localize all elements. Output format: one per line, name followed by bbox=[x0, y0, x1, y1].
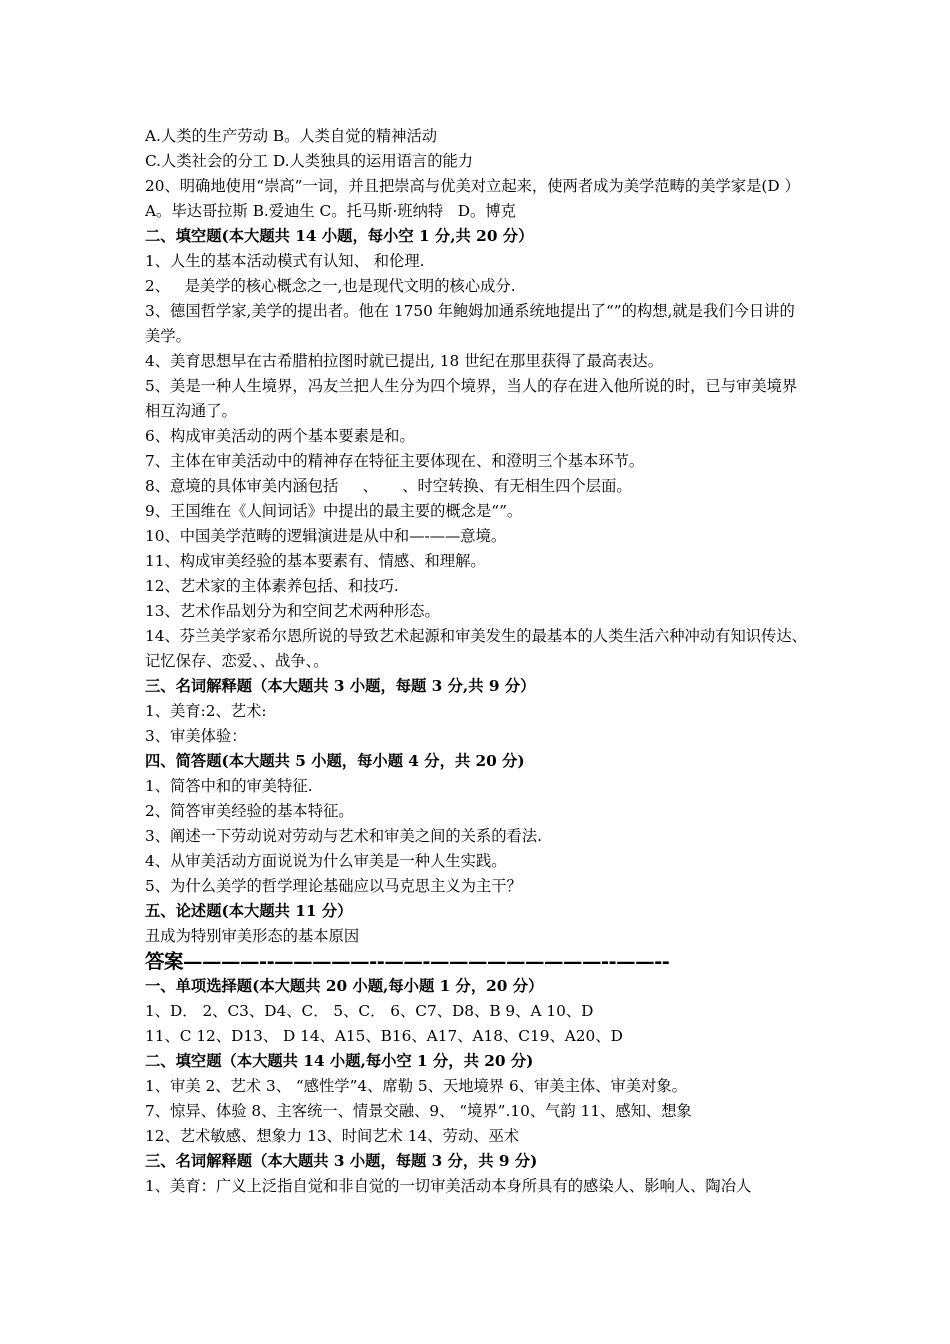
essay-question: 丑成为特别审美形态的基本原因 bbox=[145, 927, 360, 945]
fill-question-4: 4、美育思想早在古希腊柏拉图时就已提出, 18 世纪在那里获得了最高表达。 bbox=[145, 352, 663, 370]
section-heading-essay: 五、论述题(本大题共 11 分） bbox=[145, 902, 353, 920]
fill-question-12: 12、艺术家的主体素养包括、和技巧. bbox=[145, 577, 399, 595]
question-20-options: A。毕达哥拉斯 B.爱迪生 C。托马斯·班纳特 D。博克 bbox=[145, 202, 516, 220]
short-question-1: 1、简答中和的审美特征. bbox=[145, 777, 313, 795]
fill-question-1: 1、人生的基本活动模式有认知、 和伦理. bbox=[145, 252, 425, 270]
section-heading-fill-in: 二、填空题(本大题共 14 小题，每小空 1 分,共 20 分） bbox=[145, 227, 534, 245]
short-question-4: 4、从审美活动方面说说为什么审美是一种人生实践。 bbox=[145, 852, 507, 870]
fill-question-9: 9、王国维在《人间词话》中提出的最主要的概念是“”。 bbox=[145, 502, 523, 520]
section-heading-terms: 三、名词解释题（本大题共 3 小题，每题 3 分,共 9 分） bbox=[145, 677, 536, 695]
option-line-cd: C.人类社会的分工 D.人类独具的运用语言的能力 bbox=[145, 152, 474, 170]
fill-question-7: 7、主体在审美活动中的精神存在特征主要体现在、和澄明三个基本环节。 bbox=[145, 452, 645, 470]
answer-fill-12-14: 12、艺术敏感、想象力 13、时间艺术 14、劳动、巫术 bbox=[145, 1127, 520, 1145]
answer-heading-terms: 三、名词解释题（本大题共 3 小题，每题 3 分，共 9 分) bbox=[145, 1152, 538, 1170]
term-question-1-2: 1、美育:2、艺术: bbox=[145, 702, 267, 720]
fill-question-14: 14、芬兰美学家希尔恩所说的导致艺术起源和审美发生的最基本的人类生活六种冲动有知识传达、记忆保存、恋爱、、战争、。 bbox=[145, 627, 807, 670]
document-page bbox=[145, 124, 810, 1199]
short-question-2: 2、简答审美经验的基本特征。 bbox=[145, 802, 354, 820]
fill-question-8: 8、意境的具体审美内涵包括 、 、时空转换、有无相生四个层面。 bbox=[145, 477, 632, 495]
fill-question-5: 5、美是一种人生境界，冯友兰把人生分为四个境界，当人的存在进入他所说的时，已与审美境界相互沟通了。 bbox=[145, 377, 798, 420]
answer-title: 答案————--—————--——-—————————--——-- bbox=[145, 950, 670, 973]
answer-choice-11-20: 11、C 12、D13、 D 14、A15、B16、A17、A18、C19、A20、D bbox=[145, 1027, 623, 1045]
fill-question-13: 13、艺术作品划分为和空间艺术两种形态。 bbox=[145, 602, 440, 620]
fill-question-2: 2、 是美学的核心概念之一,也是现代文明的核心成分. bbox=[145, 277, 516, 295]
short-question-5: 5、为什么美学的哲学理论基础应以马克思主义为主干？ bbox=[145, 877, 522, 895]
term-question-3: 3、审美体验： bbox=[145, 727, 247, 745]
section-heading-short-answer: 四、简答题(本大题共 5 小题，每小题 4 分，共 20 分) bbox=[145, 752, 525, 770]
answer-heading-fill-in: 二、填空题（本大题共 14 小题,每小空 1 分，共 20 分) bbox=[145, 1052, 534, 1070]
short-question-3: 3、阐述一下劳动说对劳动与艺术和审美之间的关系的看法. bbox=[145, 827, 543, 845]
answer-heading-choice: 一、单项选择题(本大题共 20 小题,每小题 1 分，20 分） bbox=[145, 977, 544, 995]
answer-fill-1-6: 1、审美 2、艺术 3、 “感性学”4、席勒 5、天地境界 6、审美主体、审美对象。 bbox=[145, 1077, 687, 1095]
fill-question-10: 10、中国美学范畴的逻辑演进是从中和—-——意境。 bbox=[145, 527, 507, 545]
answer-fill-7-11: 7、惊异、体验 8、主客统一、情景交融、9、 “境界”.10、气韵 11、感知、想象 bbox=[145, 1102, 692, 1120]
fill-question-11: 11、构成审美经验的基本要素有、情感、和理解。 bbox=[145, 552, 486, 570]
answer-term-1: 1、美育：广义上泛指自觉和非自觉的一切审美活动本身所具有的感染人、影响人、陶冶人 bbox=[145, 1177, 752, 1195]
question-20: 20、明确地使用“崇高”一词，并且把崇高与优美对立起来，使两者成为美学范畴的美学家是(D ） bbox=[145, 177, 800, 195]
answer-choice-1-10: 1、D． 2、C3、D4、C． 5、C． 6、C7、D8、B 9、A 10、D bbox=[145, 1002, 594, 1020]
fill-question-6: 6、构成审美活动的两个基本要素是和。 bbox=[145, 427, 415, 445]
option-line-ab: A.人类的生产劳动 B。人类自觉的精神活动 bbox=[145, 127, 438, 145]
fill-question-3: 3、德国哲学家,美学的提出者。他在 1750 年鲍姆加通系统地提出了“”的构想,就是我们今日讲的美学。 bbox=[145, 302, 795, 345]
